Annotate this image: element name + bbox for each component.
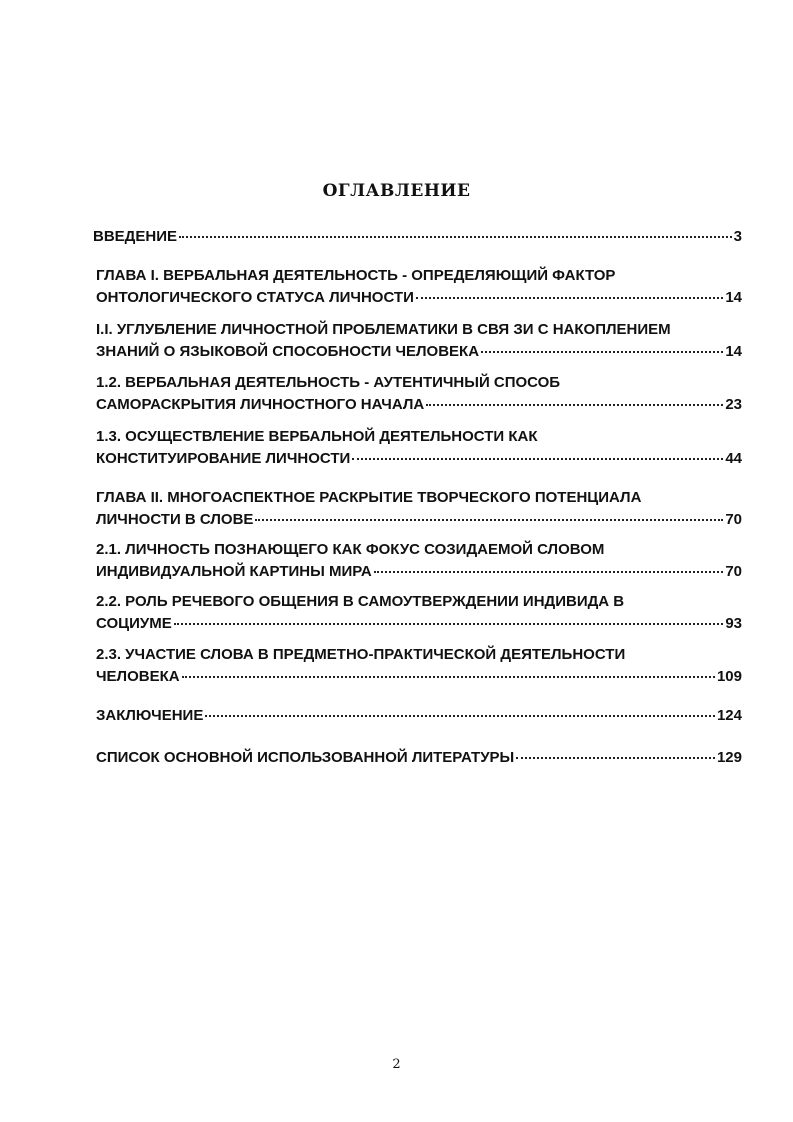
toc-entry-section-2-1[interactable]: [96, 539, 742, 583]
toc-entry-conclusion[interactable]: [96, 705, 742, 727]
toc-entry-last-line: [96, 509, 742, 531]
toc-entry-last-line: [96, 394, 742, 416]
toc-entry-title-line: 2.2. РОЛЬ РЕЧЕВОГО ОБЩЕНИЯ В САМОУТВЕРЖДЕНИИ ИНДИВИДА В: [96, 593, 625, 610]
toc-entry-last-line: [96, 561, 742, 583]
dot-leader: [182, 675, 715, 678]
toc-entry-title: СПИСОК ОСНОВНОЙ ИСПОЛЬЗОВАННОЙ ЛИТЕРАТУРЫ: [96, 749, 515, 766]
toc-page-number: 14: [725, 289, 742, 306]
toc-entry-section-2-2[interactable]: [96, 591, 742, 635]
toc-entry-title: КОНСТИТУИРОВАНИЕ ЛИЧНОСТИ: [96, 450, 351, 467]
toc-entry-last-line: [93, 226, 742, 248]
toc-page-number: 70: [725, 511, 742, 528]
toc-entry-last-line: [96, 747, 742, 769]
page-number: 2: [392, 1057, 401, 1072]
toc-entry-section-1-2[interactable]: [96, 372, 742, 416]
toc-entry-title: ИНДИВИДУАЛЬНОЙ КАРТИНЫ МИРА: [96, 563, 372, 580]
toc-entry-chapter-2[interactable]: [96, 487, 742, 531]
toc-entry-last-line: [96, 705, 742, 727]
toc-entry-title-line: 2.1. ЛИЧНОСТЬ ПОЗНАЮЩЕГО КАК ФОКУС СОЗИДАЕМОЙ СЛОВОМ: [96, 541, 605, 558]
toc-entry-introduction[interactable]: [93, 226, 742, 248]
toc-page-number: 14: [725, 343, 742, 360]
toc-entry-last-line: [96, 287, 742, 309]
toc-entry-section-2-3[interactable]: [96, 644, 742, 688]
toc-entry-title-line: 1.3. ОСУЩЕСТВЛЕНИЕ ВЕРБАЛЬНОЙ ДЕЯТЕЛЬНОСТИ КАК: [96, 428, 538, 445]
page-title: ОГЛАВЛЕНИЕ: [322, 181, 471, 201]
toc-entry-title-line: ГЛАВА I. ВЕРБАЛЬНАЯ ДЕЯТЕЛЬНОСТЬ - ОПРЕДЕЛЯЮЩИЙ ФАКТОР: [96, 267, 616, 284]
toc-entry-section-1-1[interactable]: [96, 319, 742, 363]
toc-page-number: 93: [725, 615, 742, 632]
toc-entry-title: ЗАКЛЮЧЕНИЕ: [96, 707, 204, 724]
dot-leader: [426, 403, 723, 406]
toc-entry-title: СОЦИУМЕ: [96, 615, 172, 632]
toc-entry-title: ОНТОЛОГИЧЕСКОГО СТАТУСА ЛИЧНОСТИ: [96, 289, 414, 306]
toc-entry-title: ЛИЧНОСТИ В СЛОВЕ: [96, 511, 254, 528]
dot-leader: [179, 235, 732, 238]
dot-leader: [416, 296, 723, 299]
dot-leader: [374, 570, 724, 573]
toc-entry-title-line: I.I. УГЛУБЛЕНИЕ ЛИЧНОСТНОЙ ПРОБЛЕМАТИКИ В СВЯ ЗИ С НАКОПЛЕНИЕМ: [96, 321, 671, 338]
toc-entry-title: ЧЕЛОВЕКА: [96, 668, 180, 685]
toc-page-number: 70: [725, 563, 742, 580]
toc-entry-title-line: 1.2. ВЕРБАЛЬНАЯ ДЕЯТЕЛЬНОСТЬ - АУТЕНТИЧНЫЙ СПОСОБ: [96, 374, 561, 391]
toc-page-number: 124: [716, 707, 742, 724]
dot-leader: [352, 457, 723, 460]
dot-leader: [205, 714, 715, 717]
toc-page-number: 44: [725, 450, 742, 467]
toc-page-number: 129: [716, 749, 742, 766]
toc-entry-last-line: [96, 448, 742, 470]
dot-leader: [174, 622, 724, 625]
toc-entry-section-1-3[interactable]: [96, 426, 742, 470]
dot-leader: [516, 756, 715, 759]
toc-entry-title-line: ГЛАВА II. МНОГОАСПЕКТНОЕ РАСКРЫТИЕ ТВОРЧЕСКОГО ПОТЕНЦИАЛА: [96, 489, 642, 506]
toc-entry-last-line: [96, 666, 742, 688]
dot-leader: [255, 518, 723, 521]
toc-entry-chapter-1[interactable]: [96, 265, 742, 309]
toc-page-number: 3: [733, 228, 742, 245]
toc-page-number: 109: [716, 668, 742, 685]
toc-entry-last-line: [96, 613, 742, 635]
toc-entry-title: ВВЕДЕНИЕ: [93, 228, 177, 245]
toc-entry-title: САМОРАСКРЫТИЯ ЛИЧНОСТНОГО НАЧАЛА: [96, 396, 425, 413]
toc-entry-title: ЗНАНИЙ О ЯЗЫКОВОЙ СПОСОБНОСТИ ЧЕЛОВЕКА: [96, 343, 480, 360]
toc-entry-bibliography[interactable]: [96, 747, 742, 769]
toc-entry-last-line: [96, 341, 742, 363]
toc-page-number: 23: [725, 396, 742, 413]
toc-entry-title-line: 2.3. УЧАСТИЕ СЛОВА В ПРЕДМЕТНО-ПРАКТИЧЕСКОЙ ДЕЯТЕЛЬНОСТИ: [96, 646, 626, 663]
dot-leader: [481, 350, 723, 353]
